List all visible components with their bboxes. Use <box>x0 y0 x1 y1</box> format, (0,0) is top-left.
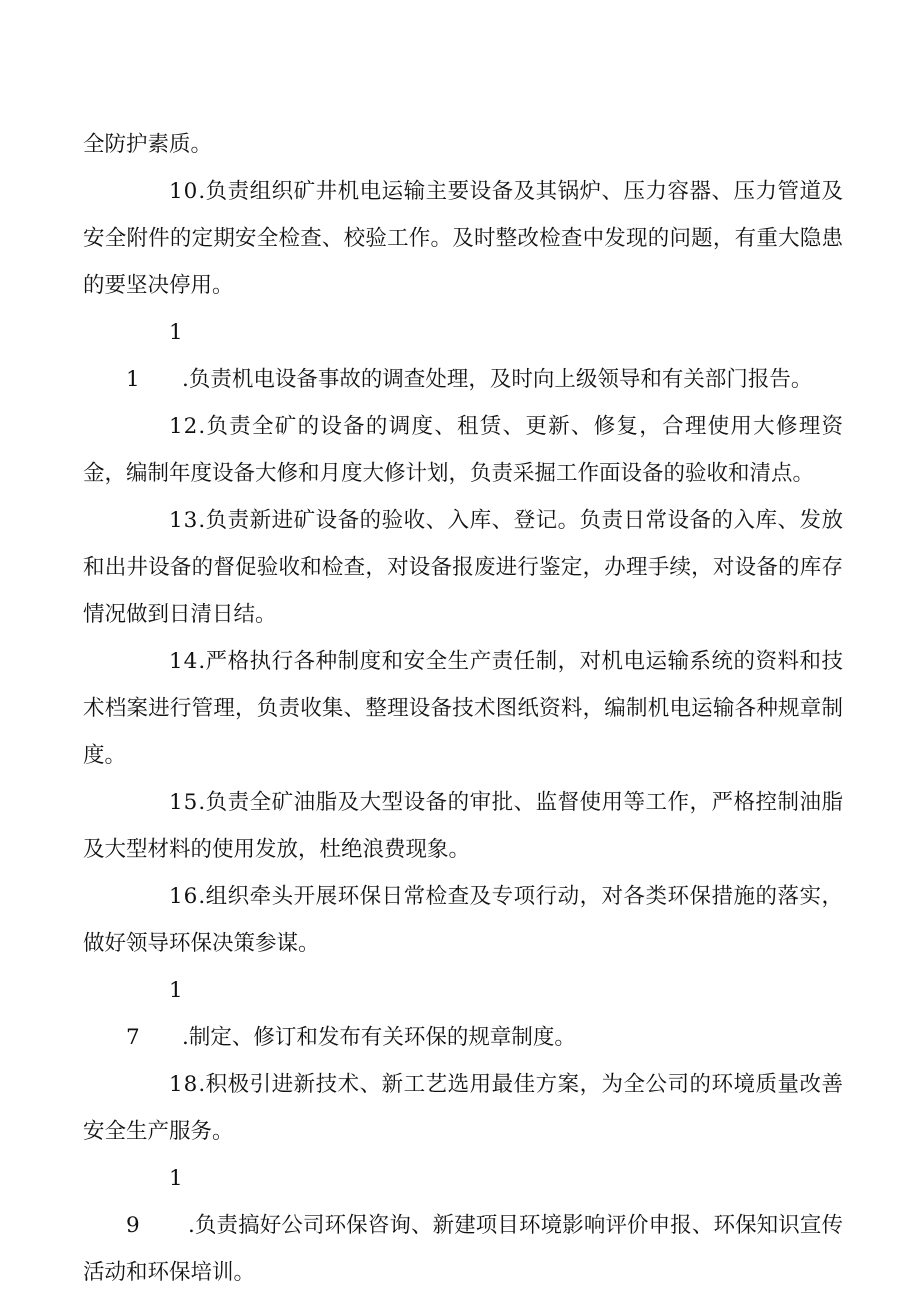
paragraph-text: .负责全矿油脂及大型设备的审批、监督使用等工作，严格控制油脂及大型材料的使用发放，杜绝浪费现象。 <box>83 790 843 862</box>
document-body <box>83 121 843 1296</box>
item-number: 19 <box>126 1166 184 1238</box>
item-number: 11 <box>126 320 184 392</box>
paragraph-text: .负责组织矿井机电运输主要设备及其锅炉、压力容器、压力管道及安全附件的定期安全检查、校验工作。及时整改检查中发现的问题，有重大隐患的要坚决停用。 <box>83 179 843 298</box>
paragraph-item-18 <box>83 1061 843 1155</box>
paragraph-text: .制定、修订和发布有关环保的规章制度。 <box>182 1025 576 1050</box>
paragraph-text: .严格执行各种制度和安全生产责任制，对机电运输系统的资料和技术档案进行管理，负责收集、整理设备技术图纸资料，编制机电运输各种规章制度。 <box>83 649 843 768</box>
paragraph-continuation <box>83 121 843 168</box>
item-number: 16 <box>169 884 199 909</box>
paragraph-item-10 <box>83 168 843 309</box>
paragraph-text: 全防护素质。 <box>83 132 213 157</box>
item-number: 12 <box>169 414 199 439</box>
item-number: 10 <box>169 179 199 204</box>
paragraph-item-11 <box>83 309 843 403</box>
item-number: 17 <box>126 978 184 1050</box>
item-number: 18 <box>169 1072 199 1097</box>
paragraph-item-19 <box>83 1155 843 1296</box>
paragraph-text: .负责全矿的设备的调度、租赁、更新、修复，合理使用大修理资金，编制年度设备大修和月度大修计划，负责采掘工作面设备的验收和清点。 <box>83 414 843 486</box>
paragraph-text: .负责机电设备事故的调查处理，及时向上级领导和有关部门报告。 <box>182 367 813 392</box>
paragraph-text: .组织牵头开展环保日常检查及专项行动，对各类环保措施的落实，做好领导环保决策参谋。 <box>83 884 843 956</box>
paragraph-text: .负责新进矿设备的验收、入库、登记。负责日常设备的入库、发放和出井设备的督促验收和检查，对设备报废进行鉴定，办理手续，对设备的库存情况做到日清日结。 <box>83 508 843 627</box>
item-number: 14 <box>169 649 199 674</box>
paragraph-item-16 <box>83 873 843 967</box>
paragraph-item-17 <box>83 967 843 1061</box>
item-number: 13 <box>169 508 199 533</box>
paragraph-text: .积极引进新技术、新工艺选用最佳方案，为全公司的环境质量改善安全生产服务。 <box>83 1072 843 1144</box>
item-number: 15 <box>169 790 199 815</box>
paragraph-item-14 <box>83 638 843 779</box>
paragraph-text: .负责搞好公司环保咨询、新建项目环境影响评价申报、环保知识宣传活动和环保培训。 <box>83 1213 843 1285</box>
paragraph-item-12 <box>83 403 843 497</box>
paragraph-item-15 <box>83 779 843 873</box>
paragraph-item-13 <box>83 497 843 638</box>
